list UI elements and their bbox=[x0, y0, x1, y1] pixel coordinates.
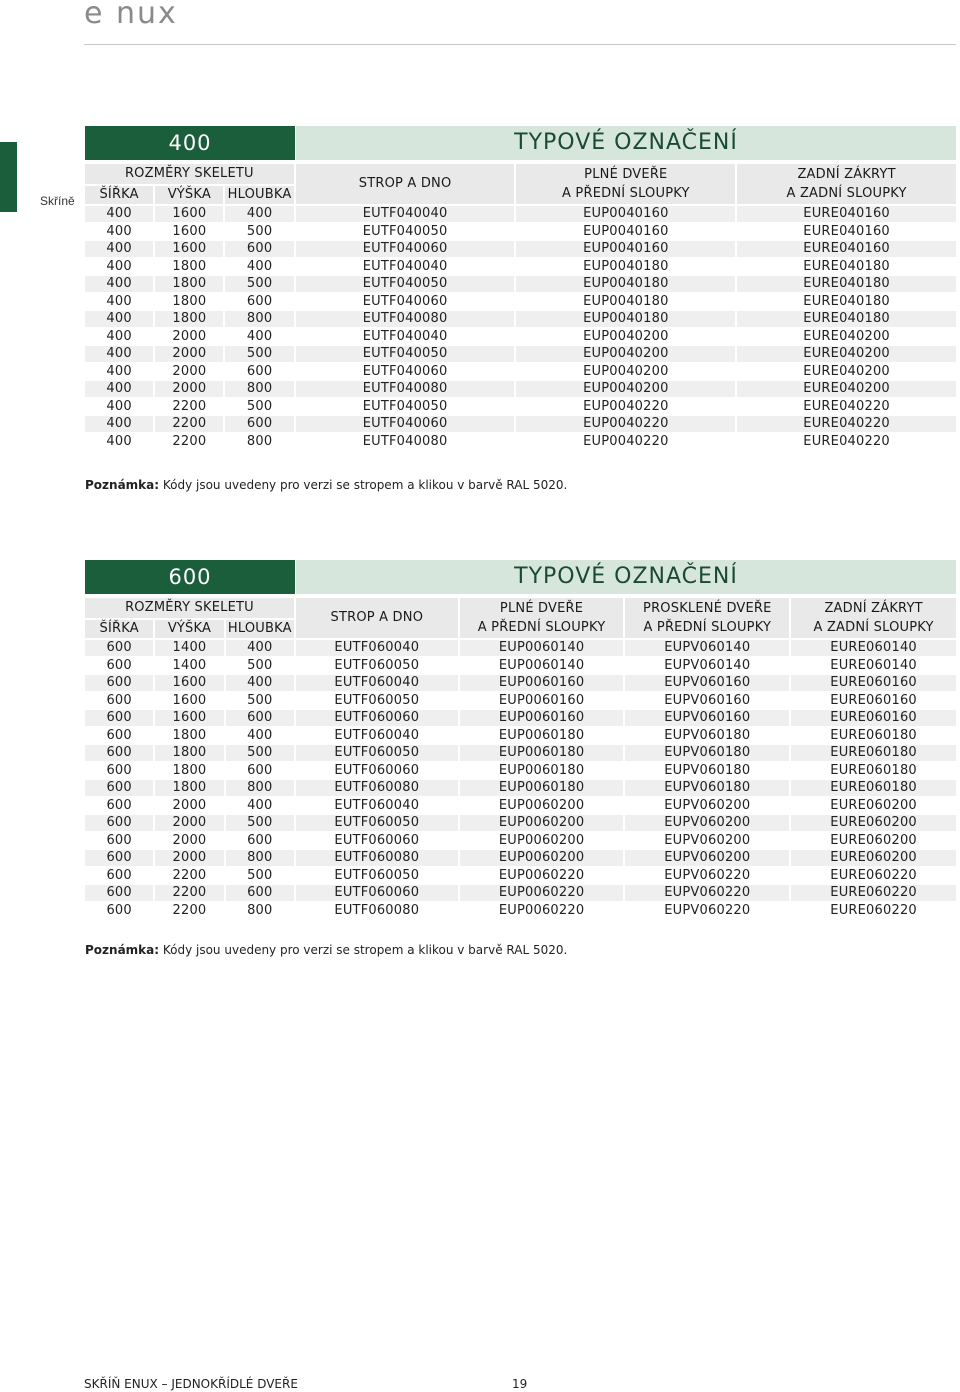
table-cell: 1600 bbox=[155, 224, 223, 240]
table-cell: 1800 bbox=[155, 763, 223, 779]
header-prosklene-dvere bbox=[625, 598, 789, 638]
table-row bbox=[85, 728, 956, 744]
table-cell: EURE060180 bbox=[791, 763, 956, 779]
table-cell: EUP0040160 bbox=[516, 241, 735, 257]
header-vyska: VÝŠKA bbox=[155, 186, 223, 204]
table-cell: EUTF060060 bbox=[296, 763, 458, 779]
table-cell: EUTF060060 bbox=[296, 710, 458, 726]
table-cell: 1800 bbox=[155, 294, 223, 310]
table-cell: EURE060180 bbox=[791, 780, 956, 796]
table-row bbox=[85, 745, 956, 761]
page-number: 19 bbox=[512, 1377, 528, 1391]
table-cell: 400 bbox=[85, 259, 153, 275]
table-cell: EURE040220 bbox=[737, 416, 956, 432]
table-cell: 600 bbox=[85, 728, 153, 744]
table-cell: EUP0060140 bbox=[460, 640, 624, 656]
table-cell: EUP0040160 bbox=[516, 206, 735, 222]
table-cell: EUP0040180 bbox=[516, 311, 735, 327]
table-cell: 600 bbox=[226, 833, 294, 849]
table-cell: EURE060180 bbox=[791, 745, 956, 761]
table-cell: EUTF060050 bbox=[296, 868, 458, 884]
table-cell: EUTF060080 bbox=[296, 903, 458, 919]
table-cell: 400 bbox=[85, 206, 153, 222]
table-cell: EURE040180 bbox=[737, 276, 956, 292]
table-row bbox=[85, 381, 956, 397]
table-cell: EUPV060140 bbox=[625, 640, 789, 656]
table-row bbox=[85, 640, 956, 656]
table-cell: 400 bbox=[85, 434, 153, 450]
table-cell: 800 bbox=[226, 780, 294, 796]
table-cell: EUTF060050 bbox=[296, 658, 458, 674]
table-cell: 400 bbox=[226, 675, 294, 691]
table-cell: 400 bbox=[85, 399, 153, 415]
table-cell: EUTF040080 bbox=[296, 381, 515, 397]
table-row bbox=[85, 693, 956, 709]
header-plne-line1: PLNÉ DVEŘE bbox=[499, 601, 584, 616]
table-cell: EUP0040200 bbox=[516, 381, 735, 397]
table-cell: 800 bbox=[225, 311, 293, 327]
table-row bbox=[85, 346, 956, 362]
table-cell: EUPV060200 bbox=[625, 815, 789, 831]
table-cell: 600 bbox=[85, 693, 153, 709]
table-cell: 600 bbox=[85, 903, 153, 919]
table-cell: EUTF060040 bbox=[296, 728, 458, 744]
table-cell: 400 bbox=[85, 276, 153, 292]
table-row bbox=[85, 903, 956, 919]
table-cell: EUTF040060 bbox=[296, 416, 515, 432]
table-cell: 800 bbox=[225, 381, 293, 397]
table-cell: EURE060200 bbox=[791, 850, 956, 866]
table-cell: EUTF060050 bbox=[296, 745, 458, 761]
table-cell: EUPV060220 bbox=[625, 903, 789, 919]
table-cell: 1600 bbox=[155, 206, 223, 222]
table-cell: 1800 bbox=[155, 728, 223, 744]
table-cell: EUP0060200 bbox=[460, 850, 624, 866]
table-600-body bbox=[85, 640, 956, 918]
header-rule bbox=[84, 44, 956, 45]
header-zadni-line1: ZADNÍ ZÁKRYT bbox=[797, 167, 896, 182]
table-cell: 500 bbox=[225, 224, 293, 240]
table-cell: EUPV060180 bbox=[625, 763, 789, 779]
table-cell: EUP0060180 bbox=[460, 745, 624, 761]
table-cell: 1800 bbox=[155, 745, 223, 761]
table-cell: 1400 bbox=[155, 658, 223, 674]
header-rozmery-skeletu: ROZMĚRY SKELETU bbox=[85, 598, 294, 618]
table-cell: EUTF040080 bbox=[296, 311, 515, 327]
section-400 bbox=[85, 126, 956, 451]
table-cell: EURE040200 bbox=[737, 346, 956, 362]
table-cell: 400 bbox=[226, 640, 294, 656]
header-strop-a-dno: STROP A DNO bbox=[296, 164, 515, 204]
table-row bbox=[85, 399, 956, 415]
table-cell: EUPV060200 bbox=[625, 850, 789, 866]
table-cell: 1800 bbox=[155, 780, 223, 796]
table-cell: 400 bbox=[85, 294, 153, 310]
table-row bbox=[85, 658, 956, 674]
table-cell: EUTF060080 bbox=[296, 780, 458, 796]
table-cell: EUPV060200 bbox=[625, 798, 789, 814]
table-cell: 2000 bbox=[155, 346, 223, 362]
table-cell: 1400 bbox=[155, 640, 223, 656]
table-row bbox=[85, 763, 956, 779]
table-cell: EURE040160 bbox=[737, 224, 956, 240]
table-400-body bbox=[85, 206, 956, 449]
section-tab-marker bbox=[0, 142, 17, 212]
table-cell: 600 bbox=[225, 364, 293, 380]
table-cell: 1600 bbox=[155, 693, 223, 709]
table-cell: 400 bbox=[226, 728, 294, 744]
footer-title: SKŘÍŇ ENUX – JEDNOKŘÍDLÉ DVEŘE bbox=[84, 1377, 298, 1391]
table-cell: 2200 bbox=[155, 416, 223, 432]
table-cell: 1800 bbox=[155, 311, 223, 327]
table-row bbox=[85, 675, 956, 691]
table-cell: 2000 bbox=[155, 850, 223, 866]
table-cell: 600 bbox=[225, 241, 293, 257]
table-cell: EUPV060180 bbox=[625, 780, 789, 796]
table-cell: 2200 bbox=[155, 399, 223, 415]
table-cell: 800 bbox=[226, 903, 294, 919]
header-prosklene-line2: A PŘEDNÍ SLOUPKY bbox=[643, 620, 772, 635]
table-cell: 600 bbox=[226, 710, 294, 726]
table-cell: 400 bbox=[85, 241, 153, 257]
table-cell: 400 bbox=[85, 311, 153, 327]
table-cell: 2200 bbox=[155, 434, 223, 450]
table-cell: EUP0060160 bbox=[460, 710, 624, 726]
table-cell: 500 bbox=[226, 693, 294, 709]
table-cell: 600 bbox=[85, 798, 153, 814]
table-cell: EUPV060200 bbox=[625, 833, 789, 849]
section-600-title: TYPOVÉ OZNAČENÍ bbox=[296, 560, 956, 594]
table-cell: EURE040200 bbox=[737, 381, 956, 397]
table-cell: 600 bbox=[85, 658, 153, 674]
table-cell: 400 bbox=[85, 224, 153, 240]
table-cell: 600 bbox=[85, 850, 153, 866]
header-sirka: ŠÍŘKA bbox=[85, 620, 153, 638]
table-cell: 400 bbox=[85, 329, 153, 345]
table-cell: 600 bbox=[225, 416, 293, 432]
table-cell: EURE060220 bbox=[791, 868, 956, 884]
note-600 bbox=[85, 943, 567, 957]
table-row bbox=[85, 259, 956, 275]
table-cell: 1600 bbox=[155, 710, 223, 726]
table-cell: EUP0040200 bbox=[516, 364, 735, 380]
table-cell: EUTF060040 bbox=[296, 798, 458, 814]
table-cell: EUP0060160 bbox=[460, 693, 624, 709]
table-row bbox=[85, 276, 956, 292]
table-cell: 600 bbox=[85, 640, 153, 656]
table-row bbox=[85, 416, 956, 432]
header-plne-line2: A PŘEDNÍ SLOUPKY bbox=[477, 620, 606, 635]
table-cell: 400 bbox=[85, 346, 153, 362]
header-hloubka: HLOUBKA bbox=[225, 186, 293, 204]
section-600 bbox=[85, 560, 956, 920]
table-cell: EUTF040050 bbox=[296, 276, 515, 292]
table-cell: EURE060160 bbox=[791, 675, 956, 691]
table-row bbox=[85, 311, 956, 327]
enux-logo: e nux bbox=[84, 0, 178, 31]
table-cell: EURE060200 bbox=[791, 798, 956, 814]
table-cell: EUP0060220 bbox=[460, 903, 624, 919]
table-cell: EUP0040220 bbox=[516, 399, 735, 415]
table-cell: EUP0060140 bbox=[460, 658, 624, 674]
table-cell: 600 bbox=[85, 675, 153, 691]
table-cell: EUP0060180 bbox=[460, 780, 624, 796]
table-cell: 500 bbox=[226, 658, 294, 674]
table-cell: 600 bbox=[85, 868, 153, 884]
table-600 bbox=[83, 596, 958, 920]
section-600-number: 600 bbox=[85, 560, 295, 594]
table-cell: EUTF060050 bbox=[296, 693, 458, 709]
table-cell: EURE060140 bbox=[791, 640, 956, 656]
table-cell: EUP0060220 bbox=[460, 885, 624, 901]
table-cell: EURE040200 bbox=[737, 364, 956, 380]
table-cell: EURE060220 bbox=[791, 903, 956, 919]
table-cell: EURE060200 bbox=[791, 833, 956, 849]
table-cell: EUP0060200 bbox=[460, 833, 624, 849]
table-cell: EURE060140 bbox=[791, 658, 956, 674]
table-cell: 600 bbox=[85, 763, 153, 779]
table-cell: EURE040180 bbox=[737, 259, 956, 275]
table-cell: 400 bbox=[225, 259, 293, 275]
table-cell: 500 bbox=[226, 815, 294, 831]
header-zadni-zakryt bbox=[737, 164, 956, 204]
table-cell: EUPV060220 bbox=[625, 885, 789, 901]
table-cell: EUPV060160 bbox=[625, 693, 789, 709]
header-hloubka: HLOUBKA bbox=[226, 620, 294, 638]
table-row bbox=[85, 885, 956, 901]
table-cell: 600 bbox=[85, 745, 153, 761]
table-cell: EUTF060040 bbox=[296, 640, 458, 656]
table-cell: EUTF040050 bbox=[296, 224, 515, 240]
table-cell: EUP0060180 bbox=[460, 763, 624, 779]
table-cell: EUTF040040 bbox=[296, 259, 515, 275]
table-cell: 600 bbox=[85, 780, 153, 796]
table-cell: 2000 bbox=[155, 798, 223, 814]
table-cell: EUTF040050 bbox=[296, 346, 515, 362]
table-cell: 800 bbox=[226, 850, 294, 866]
section-side-label: Skříně bbox=[40, 194, 75, 208]
table-cell: EUP0060220 bbox=[460, 868, 624, 884]
table-cell: EUTF040060 bbox=[296, 294, 515, 310]
table-cell: EUPV060220 bbox=[625, 868, 789, 884]
table-cell: EURE040200 bbox=[737, 329, 956, 345]
section-400-header bbox=[85, 126, 956, 160]
table-row bbox=[85, 206, 956, 222]
table-cell: EUP0040180 bbox=[516, 294, 735, 310]
header-zadni-line2: A ZADNÍ SLOUPKY bbox=[813, 620, 934, 635]
note-400-label: Poznámka: bbox=[85, 478, 160, 492]
table-cell: 600 bbox=[85, 710, 153, 726]
table-cell: 1600 bbox=[155, 241, 223, 257]
table-cell: EUTF060050 bbox=[296, 815, 458, 831]
table-cell: EURE040220 bbox=[737, 434, 956, 450]
note-600-text: Kódy jsou uvedeny pro verzi se stropem a klikou v barvě RAL 5020. bbox=[159, 943, 568, 957]
table-cell: 2000 bbox=[155, 329, 223, 345]
section-600-header bbox=[85, 560, 956, 594]
table-cell: EURE060160 bbox=[791, 710, 956, 726]
table-row bbox=[85, 224, 956, 240]
table-cell: EUTF060040 bbox=[296, 675, 458, 691]
table-cell: 400 bbox=[225, 206, 293, 222]
table-cell: 2200 bbox=[155, 885, 223, 901]
table-cell: 600 bbox=[226, 885, 294, 901]
header-sirka: ŠÍŘKA bbox=[85, 186, 153, 204]
table-cell: 1800 bbox=[155, 276, 223, 292]
header-plne-dvere bbox=[516, 164, 735, 204]
table-cell: 500 bbox=[225, 276, 293, 292]
table-row bbox=[85, 241, 956, 257]
table-cell: EUP0060200 bbox=[460, 798, 624, 814]
note-600-label: Poznámka: bbox=[85, 943, 160, 957]
table-cell: EURE040220 bbox=[737, 399, 956, 415]
table-cell: 500 bbox=[225, 346, 293, 362]
table-cell: EUTF040040 bbox=[296, 329, 515, 345]
table-cell: 400 bbox=[85, 416, 153, 432]
header-zadni-line2: A ZADNÍ SLOUPKY bbox=[786, 186, 907, 201]
table-cell: EURE060220 bbox=[791, 885, 956, 901]
table-row bbox=[85, 868, 956, 884]
table-cell: EUP0040200 bbox=[516, 329, 735, 345]
table-cell: 2000 bbox=[155, 833, 223, 849]
table-row bbox=[85, 780, 956, 796]
header-zadni-zakryt bbox=[791, 598, 956, 638]
table-cell: EUPV060160 bbox=[625, 675, 789, 691]
table-cell: EURE040160 bbox=[737, 241, 956, 257]
table-cell: 500 bbox=[226, 868, 294, 884]
note-400 bbox=[85, 478, 567, 492]
table-row bbox=[85, 329, 956, 345]
header-strop-a-dno: STROP A DNO bbox=[296, 598, 458, 638]
table-cell: EUP0060180 bbox=[460, 728, 624, 744]
table-row bbox=[85, 434, 956, 450]
table-cell: EURE060180 bbox=[791, 728, 956, 744]
table-cell: EUTF060060 bbox=[296, 885, 458, 901]
table-cell: EUPV060180 bbox=[625, 745, 789, 761]
table-cell: 1800 bbox=[155, 259, 223, 275]
table-row bbox=[85, 850, 956, 866]
table-cell: 600 bbox=[85, 815, 153, 831]
table-cell: EUTF060080 bbox=[296, 850, 458, 866]
table-cell: EUTF040060 bbox=[296, 364, 515, 380]
table-cell: 400 bbox=[85, 364, 153, 380]
table-cell: 1600 bbox=[155, 675, 223, 691]
table-cell: EURE040180 bbox=[737, 294, 956, 310]
table-cell: 500 bbox=[225, 399, 293, 415]
table-cell: 600 bbox=[225, 294, 293, 310]
table-cell: EURE060200 bbox=[791, 815, 956, 831]
table-cell: EUPV060160 bbox=[625, 710, 789, 726]
table-cell: 600 bbox=[85, 885, 153, 901]
table-cell: 2200 bbox=[155, 903, 223, 919]
table-cell: EUP0060200 bbox=[460, 815, 624, 831]
table-cell: 500 bbox=[226, 745, 294, 761]
table-cell: 400 bbox=[226, 798, 294, 814]
table-cell: EURE040180 bbox=[737, 311, 956, 327]
table-cell: EUP0040160 bbox=[516, 224, 735, 240]
table-cell: 2000 bbox=[155, 815, 223, 831]
header-plne-line1: PLNÉ DVEŘE bbox=[584, 167, 668, 182]
header-vyska: VÝŠKA bbox=[155, 620, 223, 638]
table-cell: EURE040160 bbox=[737, 206, 956, 222]
table-cell: EUTF040080 bbox=[296, 434, 515, 450]
table-400 bbox=[83, 162, 958, 451]
table-cell: EUTF040060 bbox=[296, 241, 515, 257]
table-cell: EUP0040180 bbox=[516, 276, 735, 292]
table-cell: EURE060160 bbox=[791, 693, 956, 709]
table-cell: EUP0040220 bbox=[516, 416, 735, 432]
note-400-text: Kódy jsou uvedeny pro verzi se stropem a klikou v barvě RAL 5020. bbox=[159, 478, 568, 492]
header-zadni-line1: ZADNÍ ZÁKRYT bbox=[824, 601, 923, 616]
table-cell: EUTF040040 bbox=[296, 206, 515, 222]
header-prosklene-line1: PROSKLENÉ DVEŘE bbox=[643, 601, 772, 616]
table-row bbox=[85, 364, 956, 380]
table-cell: 2000 bbox=[155, 381, 223, 397]
table-cell: EUP0060160 bbox=[460, 675, 624, 691]
header-rozmery-skeletu: ROZMĚRY SKELETU bbox=[85, 164, 294, 184]
table-cell: EUPV060180 bbox=[625, 728, 789, 744]
table-row bbox=[85, 710, 956, 726]
header-plne-line2: A PŘEDNÍ SLOUPKY bbox=[562, 186, 690, 201]
table-cell: 400 bbox=[225, 329, 293, 345]
table-cell: 2000 bbox=[155, 364, 223, 380]
table-cell: EUP0040180 bbox=[516, 259, 735, 275]
table-cell: EUP0040200 bbox=[516, 346, 735, 362]
table-cell: EUTF040050 bbox=[296, 399, 515, 415]
section-400-title: TYPOVÉ OZNAČENÍ bbox=[296, 126, 956, 160]
table-cell: 600 bbox=[226, 763, 294, 779]
table-cell: 400 bbox=[85, 381, 153, 397]
table-cell: 2200 bbox=[155, 868, 223, 884]
table-cell: EUPV060140 bbox=[625, 658, 789, 674]
section-400-number: 400 bbox=[85, 126, 295, 160]
table-row bbox=[85, 798, 956, 814]
table-cell: 600 bbox=[85, 833, 153, 849]
table-row bbox=[85, 815, 956, 831]
table-cell: EUTF060060 bbox=[296, 833, 458, 849]
table-cell: EUP0040220 bbox=[516, 434, 735, 450]
table-cell: 800 bbox=[225, 434, 293, 450]
table-row bbox=[85, 833, 956, 849]
table-row bbox=[85, 294, 956, 310]
header-plne-dvere bbox=[460, 598, 624, 638]
